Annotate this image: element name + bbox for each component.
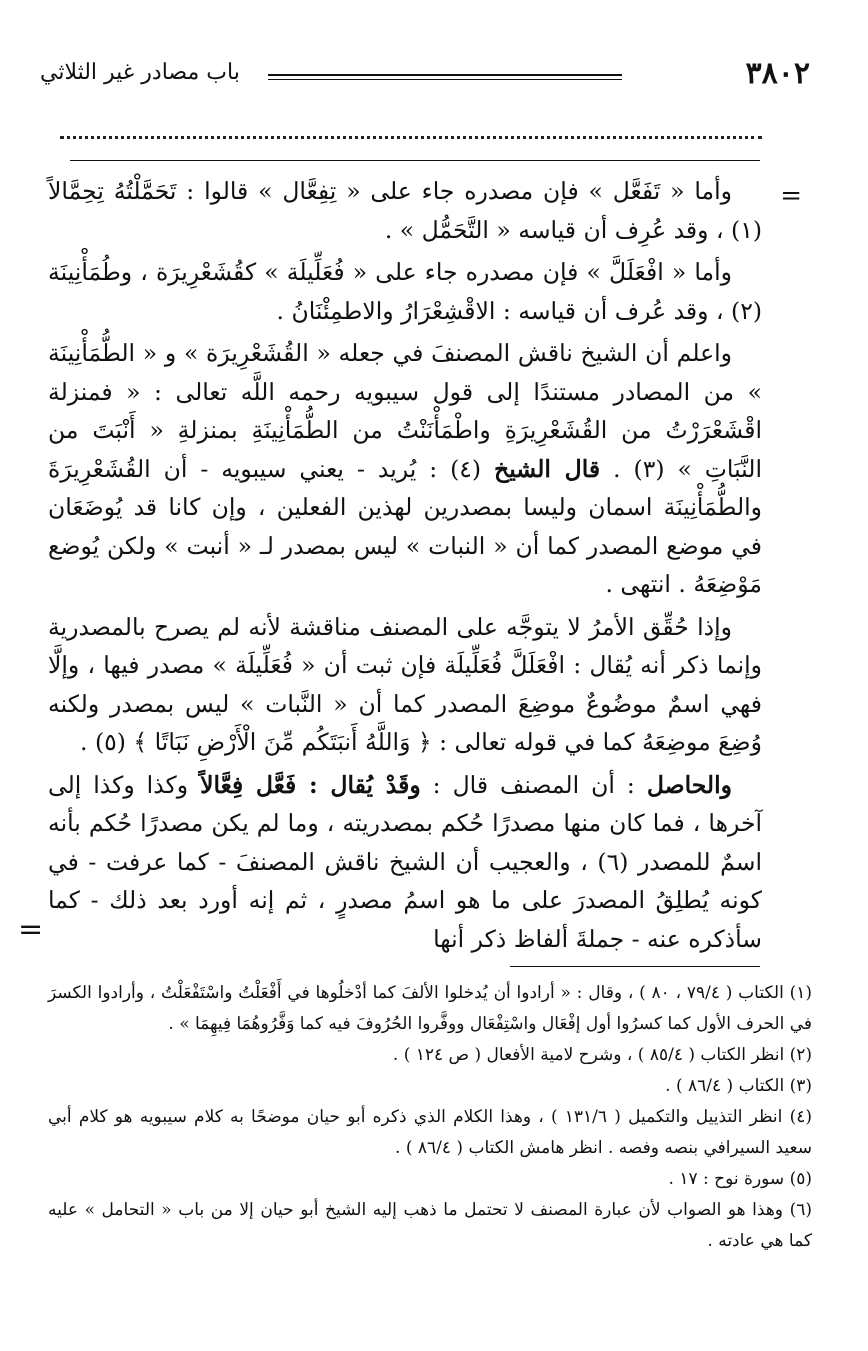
paragraph-2: وأما « افْعَلَلَّ » فإن مصدره جاء على « فُعَلِّيلَة » كقُشَعْرِيرَة ، وطُمَأْنِينَة (٢) ، وقد عُرف أن قياسه : الاقْشِعْرَارُ والاطمِئْنَانُ . xyxy=(48,258,762,325)
summary-label: والحاصل xyxy=(646,770,732,799)
footnote-1: (١) الكتاب ( ٧٩/٤ ، ٨٠ ) ، وقال : « أرادوا أن يُدخلوا الألفَ كما أدْخلُوها في أَفْعَلْتُ واسْتَفْعَلْتُ ، وأرادوا الكسرَ في الحرف الأول كما كسرُوا أول إفْعَال واسْتِفْعَال ووفَّروا الحُرُوفَ فيه كما وَفَّرُوهُمَا فِيهِمَا » . xyxy=(48,983,812,1034)
footnote-6: (٦) وهذا هو الصواب لأن عبارة المصنف لا تحتمل ما ذهب إليه الشيخ أبو حيان إلا من باب « التحامل » عليه كما هي عادته . xyxy=(48,1200,812,1251)
top-rule xyxy=(70,160,760,161)
ellipsis-divider xyxy=(60,126,762,139)
page-number: ٣٨٠٢ xyxy=(745,56,810,91)
footnote-4: (٤) انظر التذييل والتكميل ( ١٣١/٦ ) ، وهذا الكلام الذي ذكره أبو حيان موضحًا به كلام سيبويه هو كلام أبي سعيد السيرافي بنصه وفصه . انظر هامش الكتاب ( ٨٦/٤ ) . xyxy=(48,1107,812,1158)
paragraph-5-a: : أن المصنف قال : xyxy=(432,770,635,799)
page-header xyxy=(40,56,810,96)
main-text xyxy=(48,172,762,962)
paragraph-4: وإذا حُقِّق الأمرُ لا يتوجَّه على المصنف مناقشة لأنه لم يصرح بالمصدرية وإنما ذكر أنه يُقال : افْعَلَلَّ فُعَلِّيلَة فإن ثبت أن « فُعَلِّيلَة » مصدر فيها ، وإلَّا فهي اسمٌ موضُوعٌ موضِعَ المصدر كما أن « النَّبات » ليس بمصدر ولكنه وُضِعَ موضِعَهُ كما في قوله تعالى : ﴿ وَاللَّهُ أَنبَتَكُم مِّنَ الْأَرْضِ نَبَاتًا ﴾ (٥) . xyxy=(48,612,762,756)
running-title: باب مصادر غير الثلاثي xyxy=(40,60,240,85)
continuation-mark-bottom: = xyxy=(18,912,44,947)
paragraph-5 xyxy=(48,766,762,959)
paragraph-1: وأما « تَفَعَّل » فإن مصدره جاء على « تِفِعَّال » قالوا : تَحَمَّلْتُهُ تِحِمَّالاً (١) ، وقد عُرِف أن قياسه « التَّحَمُّل » . xyxy=(48,177,762,244)
footnote-2: (٢) انظر الكتاب ( ٨٥/٤ ) ، وشرح لامية الأفعال ( ص ١٢٤ ) . xyxy=(392,1045,812,1065)
paragraph-3-rest: (٤) : يُريد - يعني سيبويه - أن القُشَعْرِيرَةَ والطُّمَأْنِينَة اسمان وليسا بمصدرين لهذين الفعلين ، وإن كانا قد يُوضَعَان في موضع المصدر كما أن « النبات » ليس بمصدر لـ « أنبت » ولكن يُوضع مَوْضِعَهُ . انتهى . xyxy=(48,454,762,598)
continuation-mark-top: = xyxy=(780,181,802,211)
footnotes xyxy=(48,978,812,1257)
header-rule xyxy=(268,74,622,80)
quoted-pattern: وقَدْ يُقال : فَعَّل فِعَّالاً xyxy=(200,770,421,799)
footnote-5: (٥) سورة نوح : ١٧ . xyxy=(668,1169,812,1189)
paragraph-3-text: واعلم أن الشيخ ناقش المصنفَ في جعله « القُشَعْرِيرَة » و « الطُّمَأْنِينَة » من المصادر مستندًا إلى قول سيبويه رحمه اللَّه تعالى : « فمنزلة اقْشَعْرَرْتُ من القُشَعْرِيرَةِ واطْمَأْنَنْتُ من الطُّمَأْنِينَةِ بمنزلةِ « أَنْبَتَ من النَّبَاتِ » (٣) . xyxy=(48,339,762,483)
sheikh-said-label: قال الشيخ xyxy=(494,454,601,483)
footnote-rule xyxy=(510,966,760,967)
paragraph-5-b: وكذا وكذا إلى آخرها ، فما كان منها مصدرًا حُكم بمصدريته ، وما لم يكن مصدرًا حُكم بأنه اسمٌ للمصدر (٦) ، والعجيب أن الشيخ ناقش المصنفَ - كما عرفت - في كونه يُطلِقُ المصدرَ على ما هو اسمُ مصدرٍ ، ثم إنه أورد بعد ذلك - كما سأذكره عنه - جملةَ ألفاظ ذكر أنها xyxy=(48,770,763,953)
footnote-3: (٣) الكتاب ( ٨٦/٤ ) . xyxy=(665,1076,812,1096)
paragraph-3 xyxy=(48,334,762,604)
